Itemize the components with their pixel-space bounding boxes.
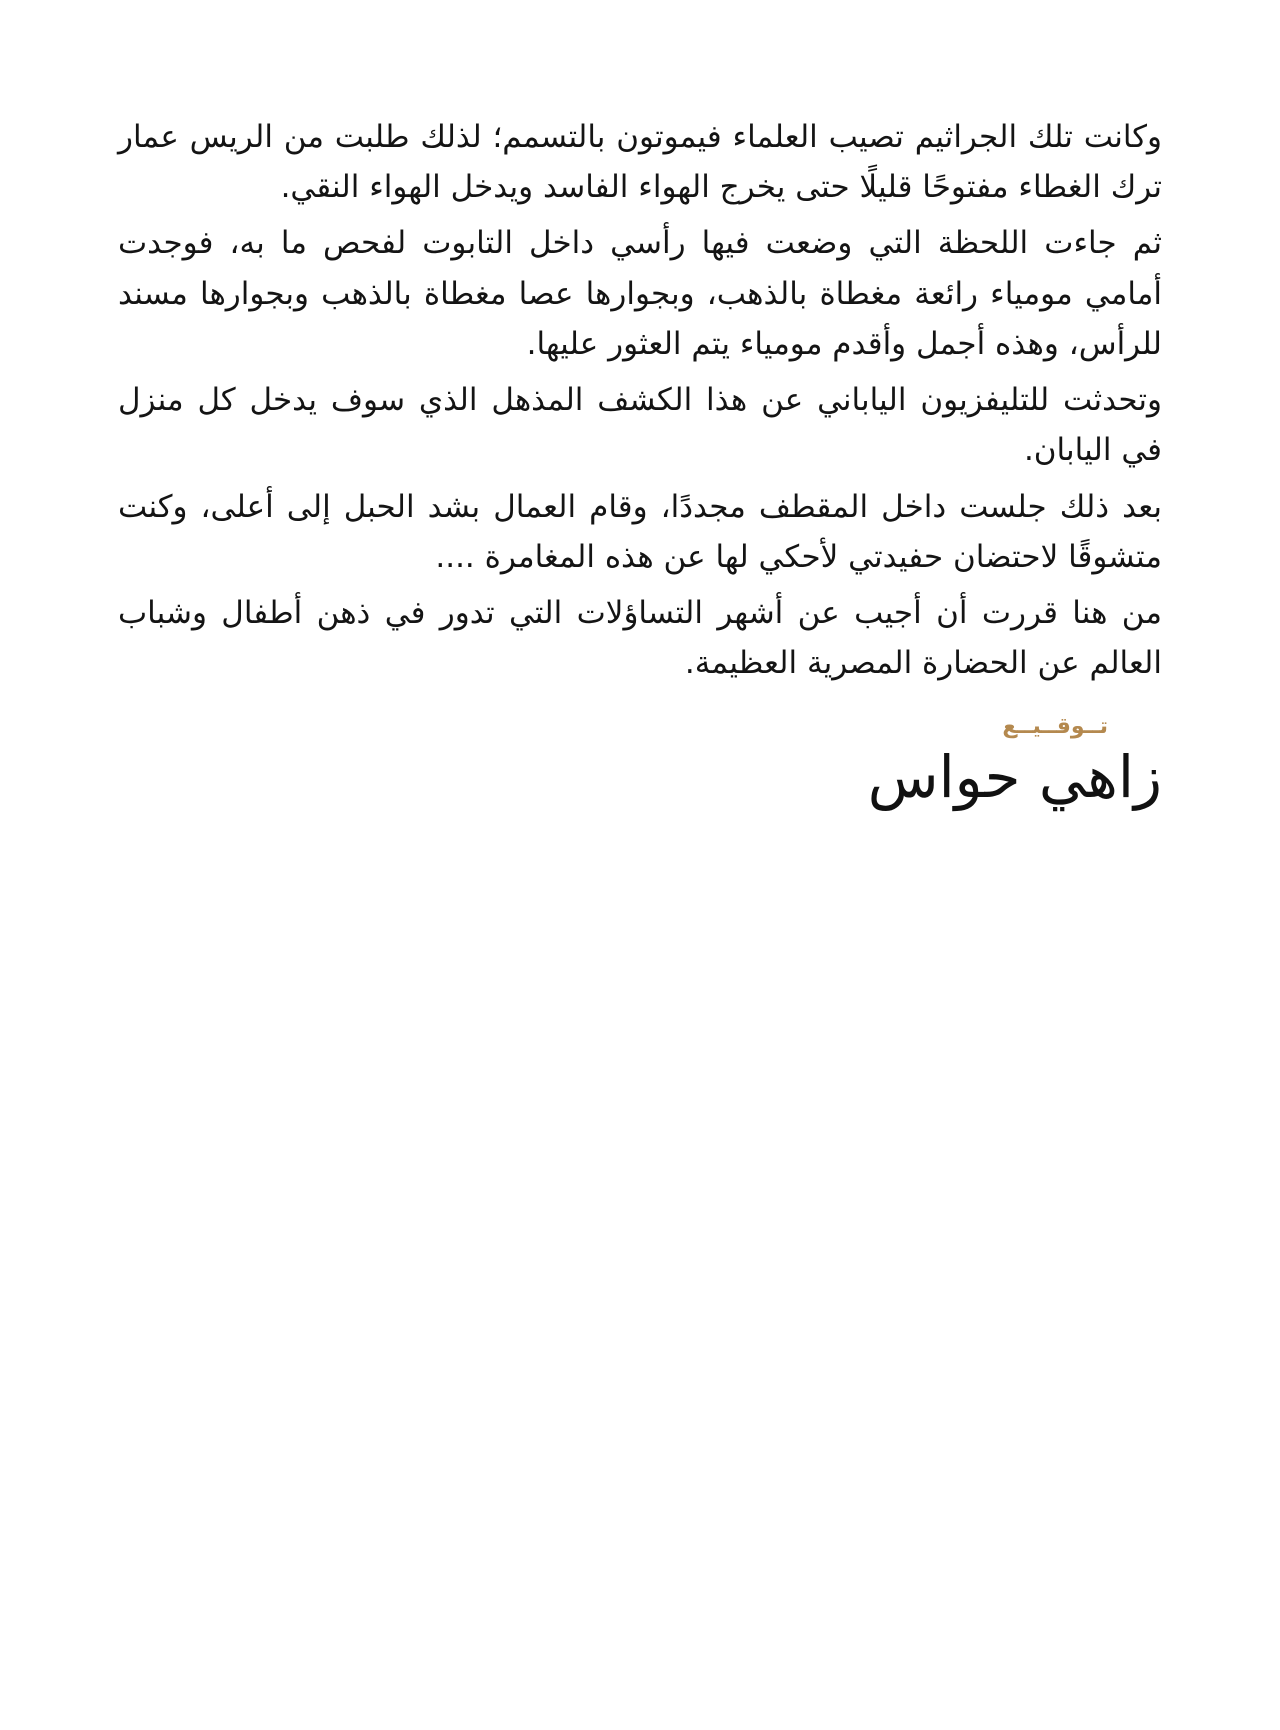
signature-label: تــوقــيــع xyxy=(1002,714,1108,740)
paragraph: ثم جاءت اللحظة التي وضعت فيها رأسي داخل التابوت لفحص ما به، فوجدت أمامي مومياء رائعة مغطاة بالذهب، وبجوارها عصا مغطاة بالذهب وبجوارها مسند للرأس، وهذه أجمل وأقدم مومياء يتم العثور عليها. xyxy=(118,225,1162,362)
signature-block xyxy=(118,714,1162,814)
paragraph: من هنا قررت أن أجيب عن أشهر التساؤلات التي تدور في ذهن أطفال وشباب العالم عن الحضارة المصرية العظيمة. xyxy=(118,594,1162,682)
paragraph: وكانت تلك الجراثيم تصيب العلماء فيموتون بالتسمم؛ لذلك طلبت من الريس عمار ترك الغطاء مفتوحًا قليلًا حتى يخرج الهواء الفاسد ويدخل الهواء النقي. xyxy=(118,119,1162,206)
signature-name: زاهي حواس xyxy=(867,743,1162,812)
paragraph: وتحدثت للتليفزيون الياباني عن هذا الكشف المذهل الذي سوف يدخل كل منزل في اليابان. xyxy=(118,382,1162,469)
paragraph: بعد ذلك جلست داخل المقطف مجددًا، وقام العمال بشد الحبل إلى أعلى، وكنت متشوقًا لاحتضان حفيدتي لأحكي لها عن هذه المغامرة .... xyxy=(118,488,1162,575)
document-body xyxy=(118,112,1162,814)
